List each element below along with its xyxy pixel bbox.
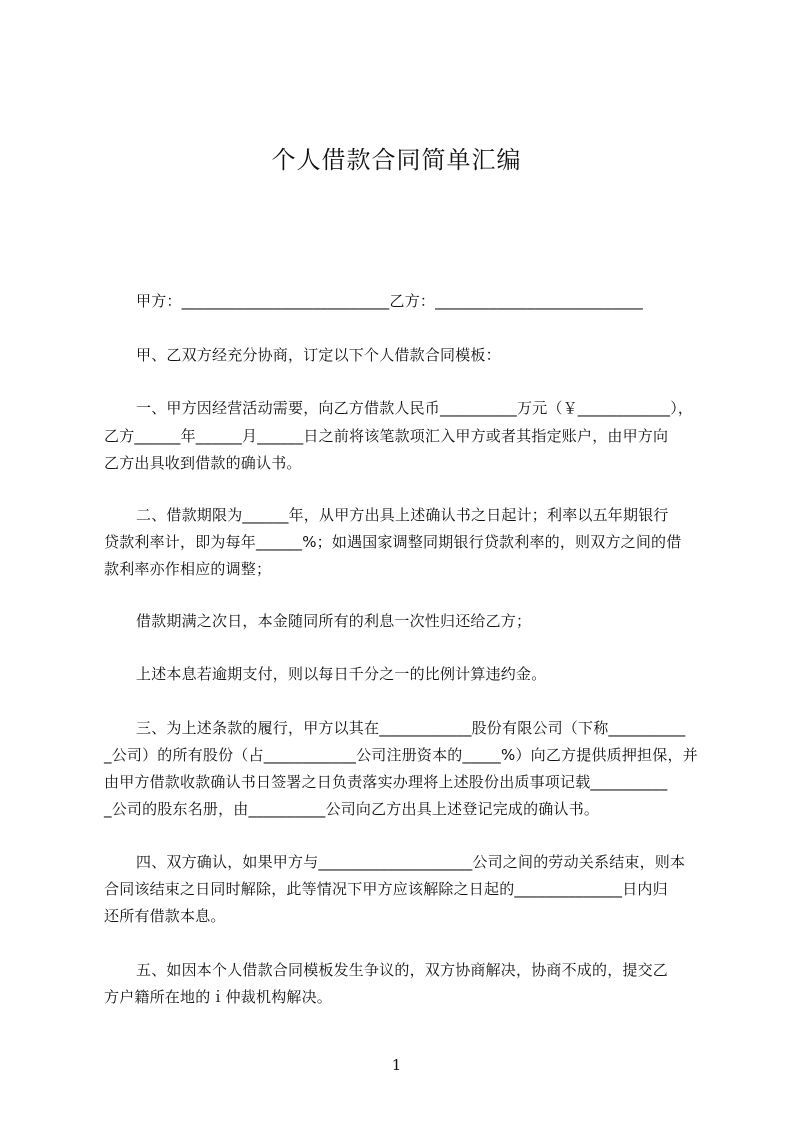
parties-line: 甲方：___________________________乙方：___________________________ [136,292,644,310]
clause-1-line-1: 一、甲方因经营活动需要，向乙方借款人民币__________万元（￥____________）， [136,399,694,417]
clause-4-line-2: 合同该结束之日同时解除，此等情况下甲方应该解除之日起的______________日内归 [104,880,668,898]
clause-5-line-2: 方户籍所在地的ｉ仲裁机构解决。 [104,988,333,1006]
clause-4-line-3: 还所有借款本息。 [104,907,226,925]
document-title: 个人借款合同简单汇编 [271,146,522,174]
clause-3-line-3: 由甲方借款收款确认书日签署之日负责落实办理将上述股份出质事项记载__________ [104,773,668,791]
clause-1-line-2: 乙方______年______月______日之前将该笔款项汇入甲方或者其指定账户，由甲方向 [104,427,669,445]
repayment-line: 借款期满之次日，本金随同所有的利息一次性归还给乙方； [136,612,532,630]
clause-3-line-2: _公司）的所有股份（占____________公司注册资本的_____%）向乙方提供质押担保，并 [104,746,698,764]
page-number: 1 [391,1056,402,1074]
clause-2-line-1: 二、借款期限为______年，从甲方出具上述确认书之日起计；利率以五年期银行 [136,506,669,524]
clause-5-line-1: 五、如因本个人借款合同模板发生争议的，双方协商解决，协商不成的，提交乙 [136,961,669,979]
clause-2-line-3: 款利率亦作相应的调整； [104,560,272,578]
clause-3-line-1: 三、为上述条款的履行，甲方以其在____________股份有限公司（下称__________ [136,719,686,737]
clause-3-line-4: _公司的股东名册，由__________公司向乙方出具上述登记完成的确认书。 [104,800,600,818]
clause-1-line-3: 乙方出具收到借款的确认书。 [104,454,302,472]
clause-4-line-1: 四、双方确认，如果甲方与____________________公司之间的劳动关系结束，则本 [136,853,686,871]
intro-line: 甲、乙双方经充分协商，订定以下个人借款合同模板： [136,346,501,364]
penalty-line: 上述本息若逾期支付，则以每日千分之一的比例计算违约金。 [136,665,547,683]
clause-2-line-2: 贷款利率计，即为每年______%；如遇国家调整同期银行贷款利率的，则双方之间的借 [104,533,682,551]
